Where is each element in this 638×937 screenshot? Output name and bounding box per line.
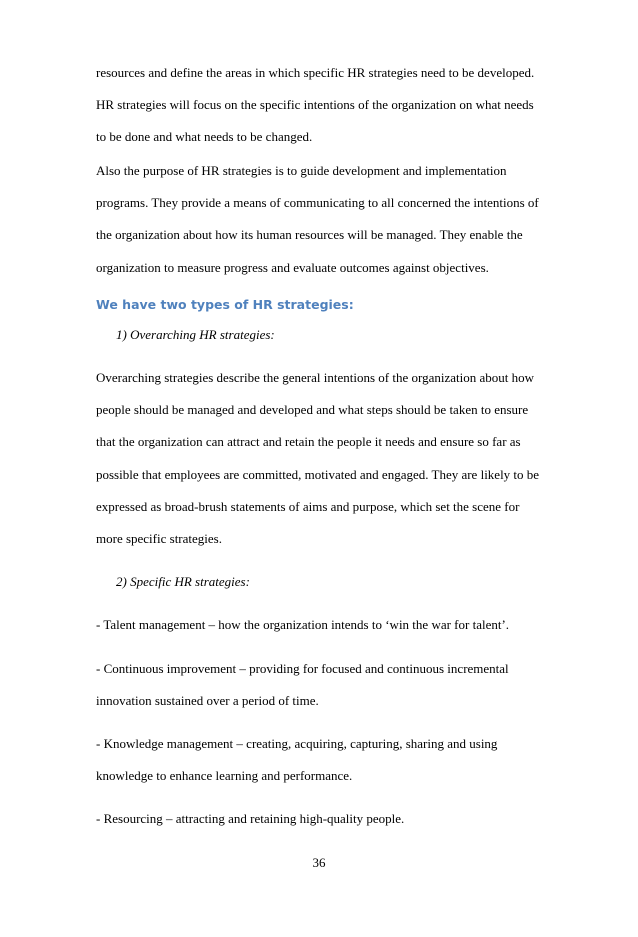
bullet-resourcing: - Resourcing – attracting and retaining high-quality people. xyxy=(96,811,405,826)
paragraph-line: programs. They provide a means of communicating to all concerned the intentions of xyxy=(96,195,539,210)
paragraph-line: expressed as broad-brush statements of aims and purpose, which set the scene for xyxy=(96,499,520,514)
page-number: 36 xyxy=(312,855,326,870)
paragraph-line: that the organization can attract and retain the people it needs and ensure so far as xyxy=(96,434,521,449)
paragraph-line: resources and define the areas in which specific HR strategies need to be developed. xyxy=(96,65,535,80)
bullet-knowledge-management-cont: knowledge to enhance learning and performance. xyxy=(96,768,353,783)
bullet-continuous-improvement-cont: innovation sustained over a period of time. xyxy=(96,693,319,708)
paragraph-line: people should be managed and developed and what steps should be taken to ensure xyxy=(96,402,529,417)
bullet-talent-management: - Talent management – how the organization intends to ‘win the war for talent’. xyxy=(96,617,510,632)
list-item-specific: 2) Specific HR strategies: xyxy=(116,574,250,589)
paragraph-line: to be done and what needs to be changed. xyxy=(96,129,313,144)
section-heading: We have two types of HR strategies: xyxy=(96,297,354,312)
paragraph-line: organization to measure progress and evaluate outcomes against objectives. xyxy=(96,260,489,275)
paragraph-line: Overarching strategies describe the general intentions of the organization about how xyxy=(96,370,535,385)
bullet-knowledge-management: - Knowledge management – creating, acquiring, capturing, sharing and using xyxy=(96,736,498,751)
paragraph-line: the organization about how its human resources will be managed. They enable the xyxy=(96,227,523,242)
paragraph-line: Also the purpose of HR strategies is to guide development and implementation xyxy=(96,163,507,178)
list-item-overarching: 1) Overarching HR strategies: xyxy=(116,327,275,342)
paragraph-line: possible that employees are committed, motivated and engaged. They are likely to be xyxy=(96,467,540,482)
paragraph-line: more specific strategies. xyxy=(96,531,222,546)
bullet-continuous-improvement: - Continuous improvement – providing for focused and continuous incremental xyxy=(96,661,509,676)
paragraph-line: HR strategies will focus on the specific intentions of the organization on what needs xyxy=(96,97,534,112)
